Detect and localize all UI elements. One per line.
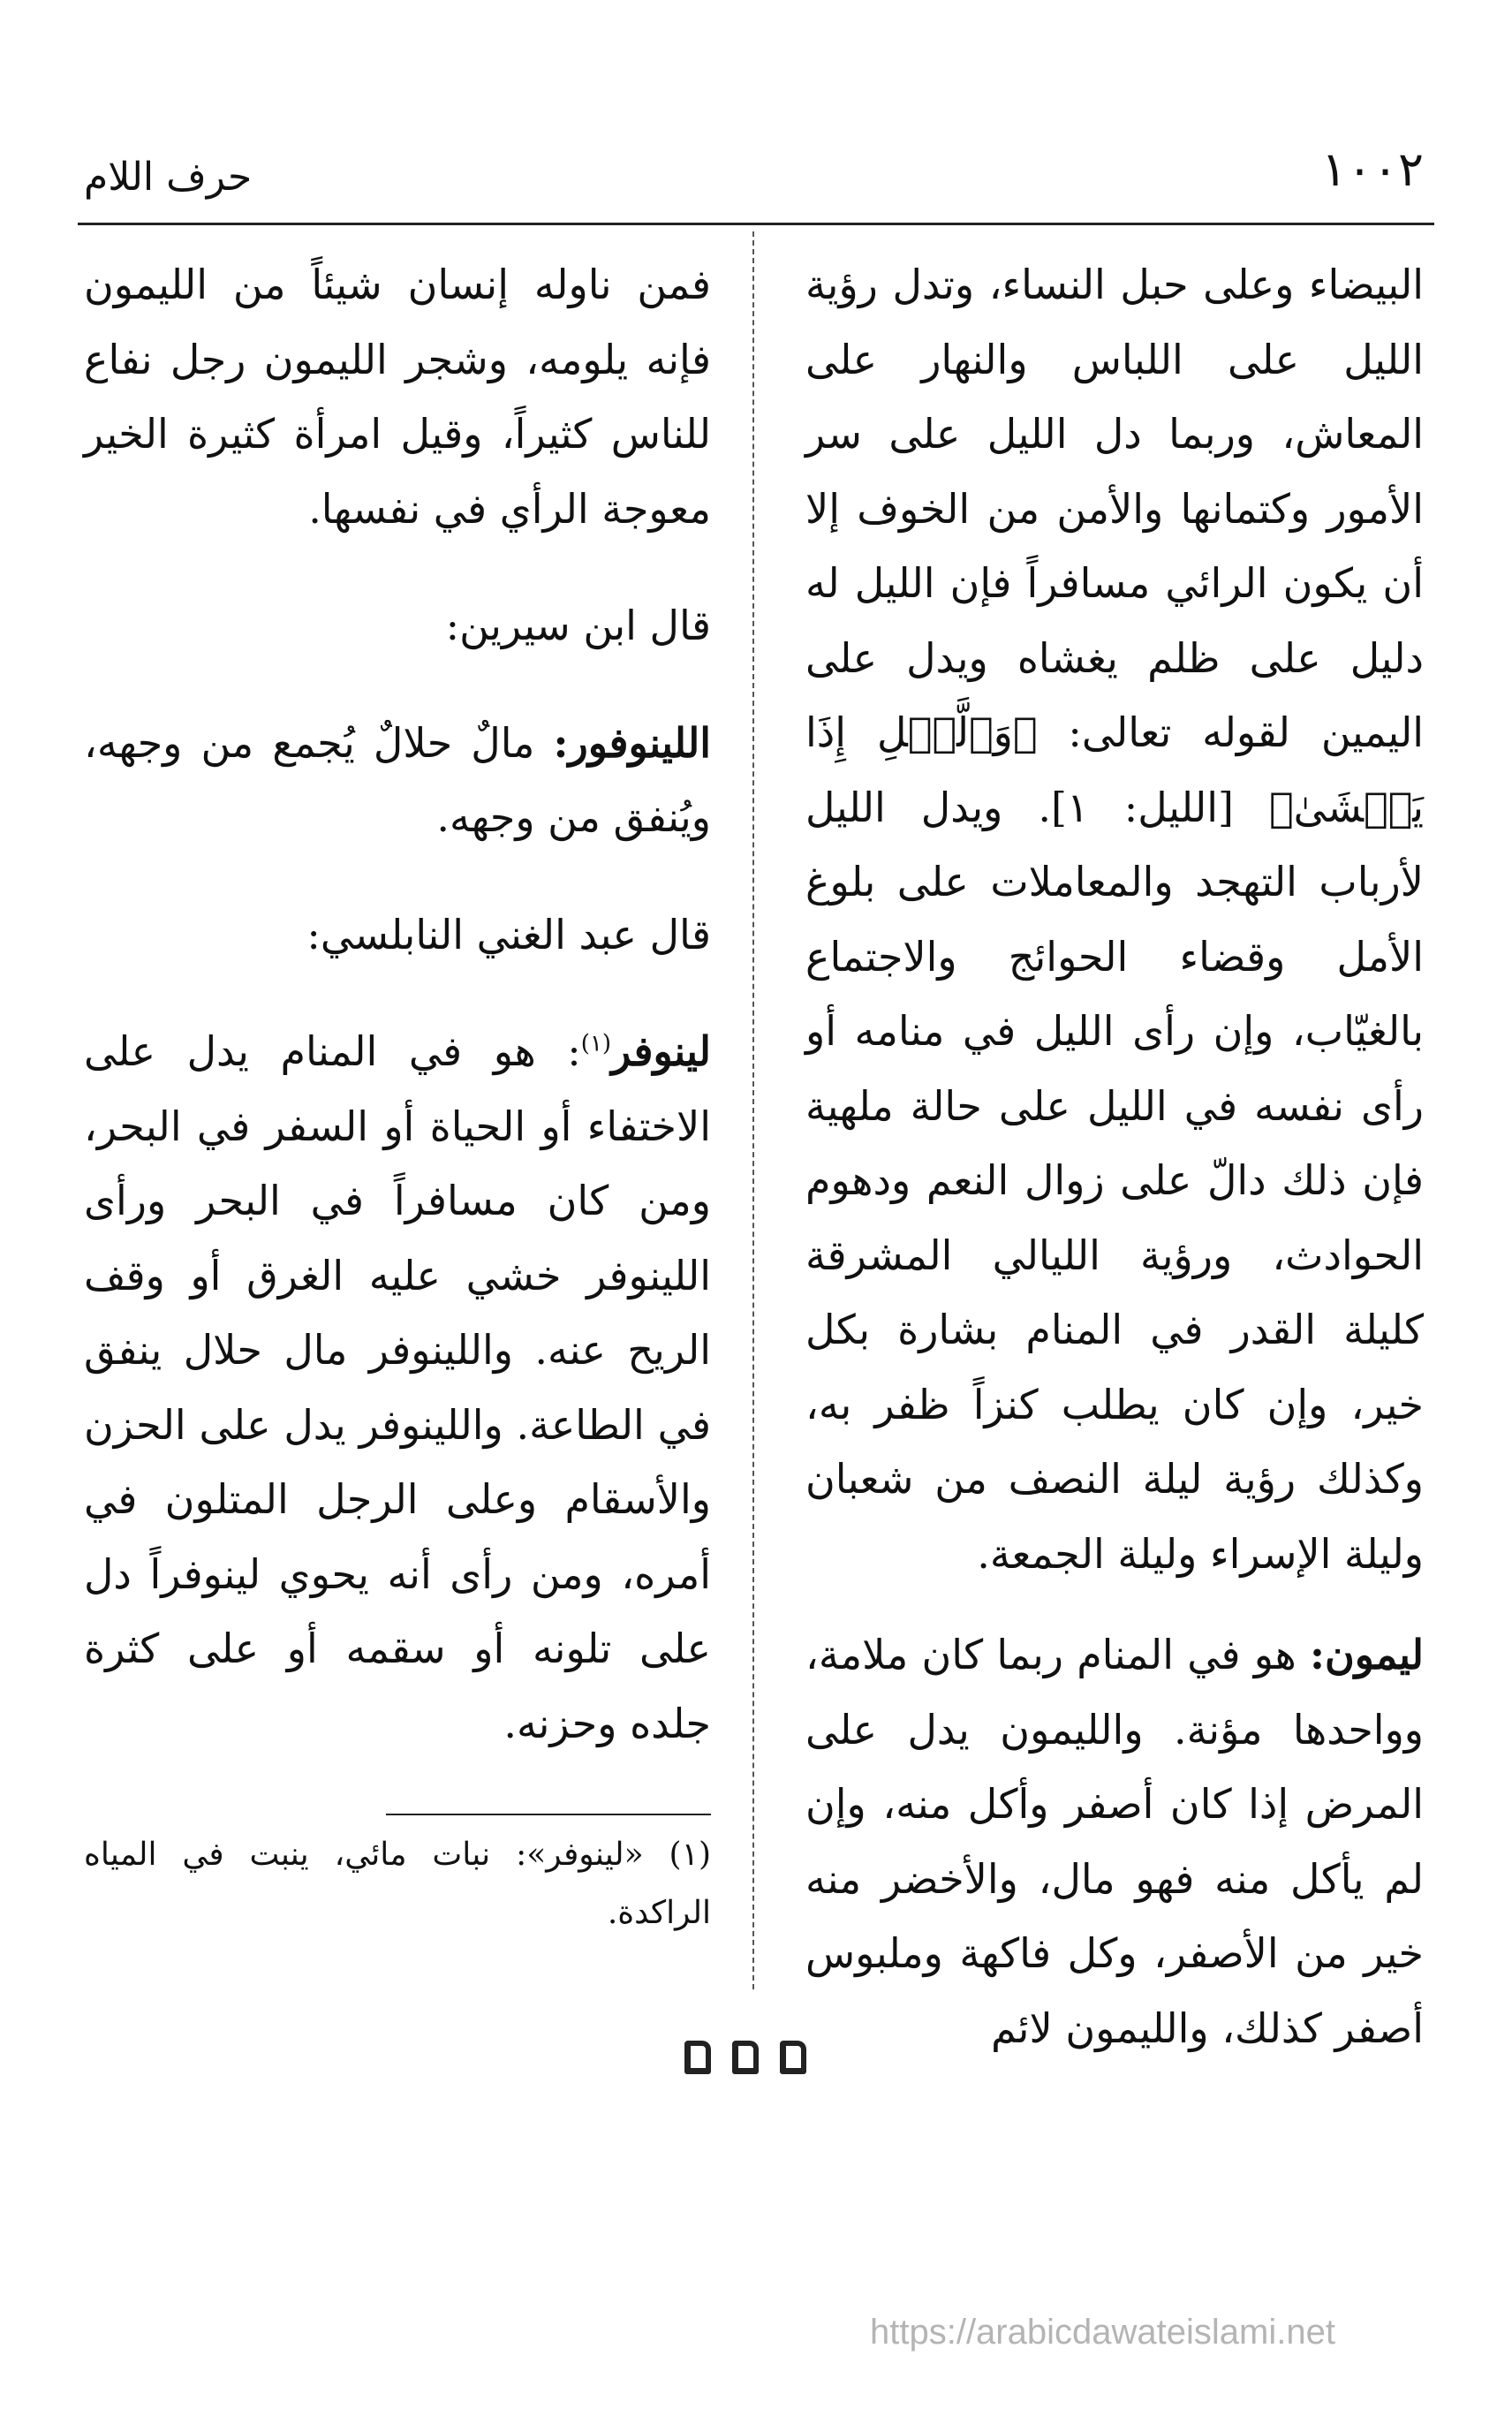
lemon-continuation: فمن ناوله إنسان شيئاً من الليمون فإنه يلومه، وشجر الليمون رجل نفاع للناس كثيراً، وقيل امرأة كثيرة الخير معوجة الرأي في نفسها. [84, 261, 711, 533]
footnote: (١) «لينوفر»: نبات مائي، ينبت في المياه الراكدة. [84, 1837, 711, 1931]
lemon-text: هو في المنام ربما كان ملامة، وواحدها مؤنة. والليمون يدل على المرض إذا كان أصفر وأكل منه، وإن لم يأكل منه فهو مال، والأخضر منه خير من الأصفر، وكل فاكهة وملبوس أصفر كذلك، والليمون لائم [805, 1631, 1424, 2052]
footnote-rule [386, 1814, 711, 1815]
ornament-square-icon [732, 2041, 759, 2074]
lemon-entry [805, 1617, 1424, 2065]
footnote-reference: (١) [580, 1030, 612, 1057]
column-divider [752, 231, 754, 1989]
lotus-term: اللينوفور: [553, 718, 711, 767]
ornament-square-icon [684, 2041, 711, 2074]
section-heading-ibn-sirin: قال ابن سيرين: [445, 602, 711, 649]
night-paragraph: البيضاء وعلى حبل النساء، وتدل رؤية الليل على اللباس والنهار على المعاش، وربما دل الليل على سر الأمور وكتمانها والأمن من الخوف إلا أن يكون الرائي مسافراً فإن الليل له دليل على ظلم يغشاه ويدل على اليمين لقوله تعالى: ﴿وَٱلَّيۡلِ إِذَا يَغۡشَىٰ﴾ [الليل: ١]. ويدل الليل لأرباب التهجد والمعاملات على بلوغ الأمل وقضاء الحوائج والاجتماع بالغيّاب، وإن رأى الليل في منامه أو رأى نفسه في الليل على حالة ملهية فإن ذلك دالّ على زوال النعم ودهوم الحوادث، ورؤية الليالي المشرقة كليلة القدر في المنام بشارة بكل خير، وإن كان يطلب كنزاً ظفر به، وكذلك رؤية ليلة النصف من شعبان وليلة الإسراء وليلة الجمعة. [805, 261, 1424, 1578]
ornament-square-icon [780, 2041, 806, 2074]
header-rule [78, 223, 1434, 225]
watermark-url: https://arabicdawateislami.net [870, 2313, 1335, 2352]
lotus-entry [84, 706, 711, 855]
chapter-title: حرف اللام [84, 155, 253, 200]
lotus2-text: : هو في المنام يدل على الاختفاء أو الحياة أو السفر في البحر، ومن كان مسافراً في البحر ورأى اللينوفر خشي عليه الغرق أو وقف الريح عنه. واللينوفر مال حلال ينفق في الطاعة. واللينوفر يدل على الحزن والأسقام وعلى الرجل المتلون في أمره، ومن رأى أنه يحوي لينوفراً دل على تلونه أو سقمه أو على كثرة جلده وحزنه. [84, 1027, 711, 1747]
lotus-text: مالٌ حلالٌ يُجمع من وجهه، ويُنفق من وجهه. [84, 718, 711, 841]
left-column [84, 247, 711, 1943]
page-number: ١٠٠٢ [1320, 141, 1424, 197]
lemon-term: ليمون: [1309, 1631, 1424, 1678]
section-heading-nabulsi: قال عبد الغني النابلسي: [306, 910, 711, 958]
lotus-nabulsi-entry [84, 1014, 711, 1761]
lotus2-term: لينوفر [611, 1027, 711, 1075]
section-end-ornament [684, 2041, 806, 2074]
right-column [805, 247, 1424, 2065]
